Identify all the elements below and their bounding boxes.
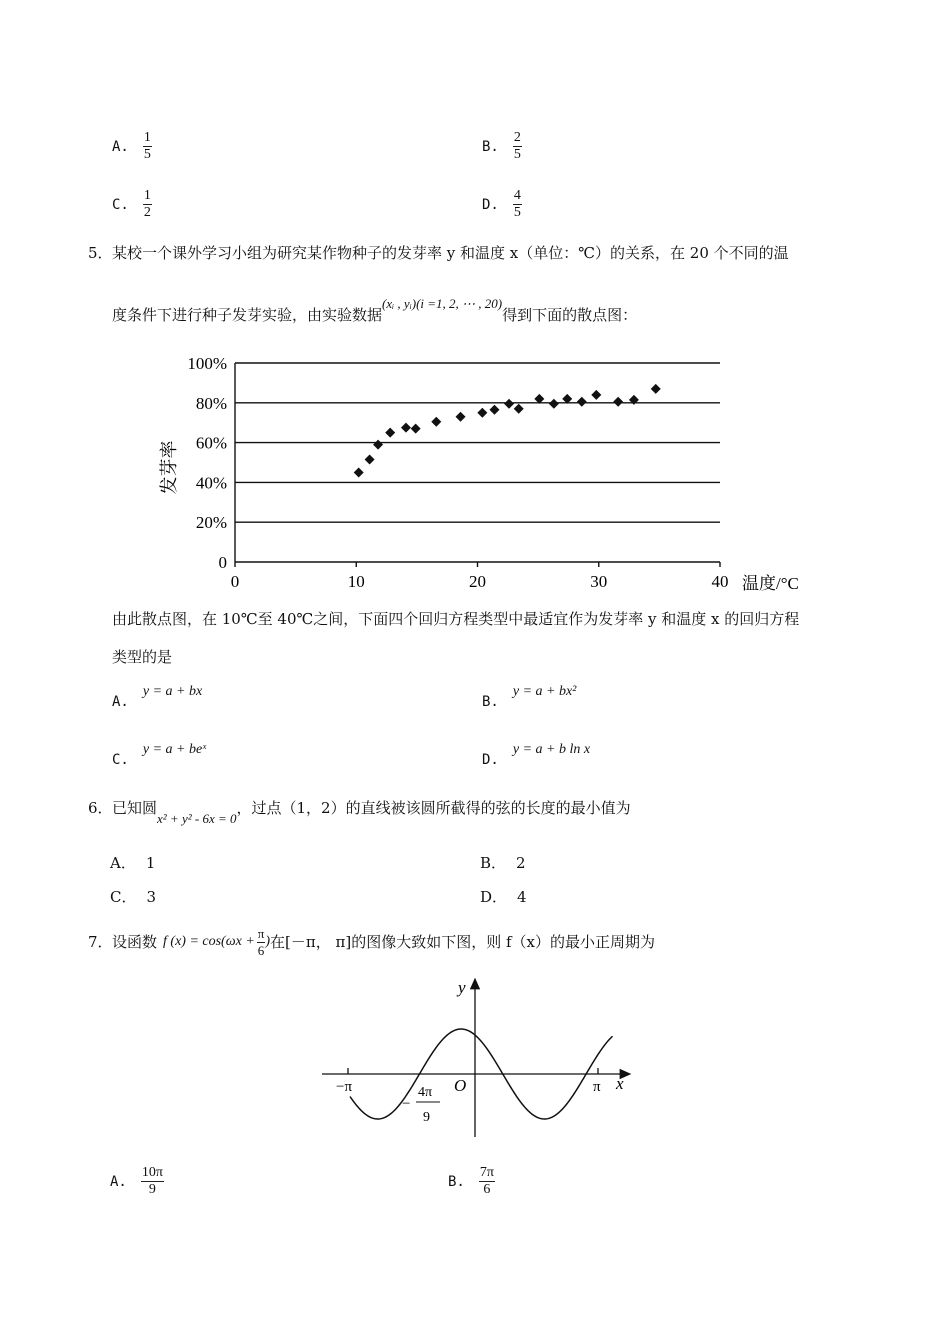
option-label: C. [112, 752, 129, 768]
q5-line3: 由此散点图，在 10℃至 40℃之间，下面四个回归方程类型中最适宜作为发芽率 y 和温度 x 的回归方程 [112, 610, 800, 628]
q6-after: ，过点（1，2）的直线被该圆所截得的弦的长度的最小值为 [236, 799, 631, 817]
q5-option-c [112, 742, 206, 768]
fraction-numerator: 2 [513, 130, 521, 145]
option-value: 1 [145, 854, 156, 872]
option-value: 3 [146, 888, 157, 906]
fraction-numerator: π [257, 925, 265, 941]
fraction-denominator: 5 [513, 205, 521, 220]
x-axis-label: x [616, 1074, 624, 1093]
data-point [411, 424, 421, 434]
q5-line2-after: 得到下面的散点图： [502, 306, 638, 324]
option-label: D. [482, 752, 499, 768]
fraction-denominator: 5 [143, 147, 151, 162]
q7-close-paren: ) [265, 934, 271, 949]
data-point [385, 428, 395, 438]
q6-number: 6． [88, 799, 113, 817]
option-expression: y = a + beˣ [142, 742, 207, 757]
option-label: D． [480, 888, 508, 906]
data-point [613, 397, 623, 407]
option-value: 4 [517, 888, 527, 906]
q7-function-expression: f (x) = cos(ωx + [163, 934, 255, 949]
option-fraction [143, 130, 152, 163]
q5-option-a [112, 684, 202, 710]
data-point [431, 417, 441, 427]
q6-before: 已知圆 [112, 799, 158, 817]
y-axis-label: y [458, 978, 466, 997]
data-point [477, 408, 487, 418]
q7-before: 设函数 [112, 933, 158, 951]
q5-data-formula: (xᵢ , yᵢ)(i =1, 2, ⋯ , 20) [382, 296, 503, 311]
y-tick-label: 0 [218, 553, 227, 572]
option-label: C． [110, 888, 137, 906]
option-expression: y = a + b ln x [512, 742, 591, 757]
fraction-numerator: 10π [141, 1165, 163, 1180]
q6-option-a [110, 853, 155, 873]
q7-option-b [448, 1165, 495, 1198]
q7-stem [112, 922, 655, 962]
option-value: 2 [516, 854, 526, 872]
option-label: C. [112, 196, 129, 213]
option-fraction [479, 1165, 495, 1198]
q5-line2-before: 度条件下进行种子发芽实验，由实验数据 [112, 306, 383, 324]
marker-sign: − [402, 1096, 411, 1112]
germination-scatter-chart [150, 345, 830, 595]
option-fraction [513, 188, 522, 221]
y-tick-label: 80% [195, 393, 227, 413]
x-tick-label: 30 [590, 572, 608, 591]
y-tick-label: 40% [195, 473, 227, 493]
marker-numerator: 4π [418, 1085, 433, 1100]
data-point [504, 399, 514, 409]
option-label: B. [482, 138, 499, 155]
data-point [577, 397, 587, 407]
option-label: A． [110, 854, 136, 872]
q6-stem [112, 798, 631, 826]
data-point [401, 423, 411, 433]
q6-formula: x² + y² - 6x = 0 [157, 811, 237, 826]
data-point [591, 390, 601, 400]
pi-label: π [593, 1079, 601, 1095]
x-tick-label: 10 [347, 572, 365, 591]
option-label: A. [112, 138, 129, 155]
origin-label: O [454, 1076, 467, 1095]
fraction-denominator: 5 [513, 147, 521, 162]
x-tick-label: 40 [711, 572, 729, 591]
q7-after: 在[－π， π]的图像大致如下图，则 f（x）的最小正周期为 [270, 933, 655, 951]
q4-option-d [482, 188, 522, 221]
option-expression: y = a + bx [142, 684, 203, 699]
q5-number: 5． [88, 244, 113, 262]
x-axis-title: 温度/°C [742, 574, 799, 593]
q6-option-b [480, 853, 526, 873]
option-label: B. [448, 1173, 465, 1190]
x-tick-label: 20 [469, 572, 486, 591]
q4-option-b [482, 130, 522, 163]
q4-option-a [112, 130, 152, 163]
data-point [373, 440, 383, 450]
fraction-numerator: 1 [143, 188, 151, 203]
q5-line1: 某校一个课外学习小组为研究某作物种子的发芽率 y 和温度 x（单位：℃）的关系，在 20 个不同的温 [112, 244, 789, 262]
cosine-graph [310, 975, 640, 1145]
q5-option-d [482, 742, 590, 768]
option-label: B. [482, 694, 499, 710]
q4-option-c [112, 188, 152, 221]
neg-pi-label: −π [336, 1079, 353, 1095]
fraction-numerator: 4 [513, 188, 521, 203]
data-point [514, 404, 524, 414]
data-point [489, 405, 499, 415]
fraction-numerator: 1 [143, 130, 151, 145]
data-point [354, 467, 364, 477]
option-label: D. [482, 196, 499, 213]
data-point [365, 455, 375, 465]
option-fraction [143, 188, 152, 221]
data-point [456, 412, 466, 422]
option-label: A. [110, 1173, 127, 1190]
q5-line2 [112, 296, 638, 326]
fraction-numerator: 7π [479, 1165, 494, 1180]
data-point [651, 384, 661, 394]
q7-number: 7． [88, 933, 113, 951]
q7-option-a [110, 1165, 164, 1198]
option-fraction [513, 130, 522, 163]
option-label: A. [112, 694, 129, 710]
q6-option-d [480, 887, 527, 907]
fraction-denominator: 6 [483, 1182, 491, 1197]
y-tick-label: 20% [195, 513, 227, 533]
q5-option-b [482, 684, 576, 710]
data-point [549, 399, 559, 409]
q6-option-c [110, 887, 156, 907]
fraction-denominator: 9 [148, 1182, 156, 1197]
fraction-denominator: 6 [257, 942, 265, 958]
x-tick-label: 0 [230, 572, 240, 591]
marker-denominator: 9 [423, 1110, 430, 1125]
option-expression: y = a + bx² [512, 684, 577, 699]
option-label: B． [480, 854, 507, 872]
fraction-denominator: 2 [143, 205, 151, 220]
q5-line4: 类型的是 [112, 648, 173, 666]
y-tick-label: 60% [195, 433, 227, 453]
option-fraction [141, 1165, 164, 1198]
y-axis-title: 发芽率 [159, 440, 179, 495]
y-tick-label: 100% [187, 354, 227, 373]
